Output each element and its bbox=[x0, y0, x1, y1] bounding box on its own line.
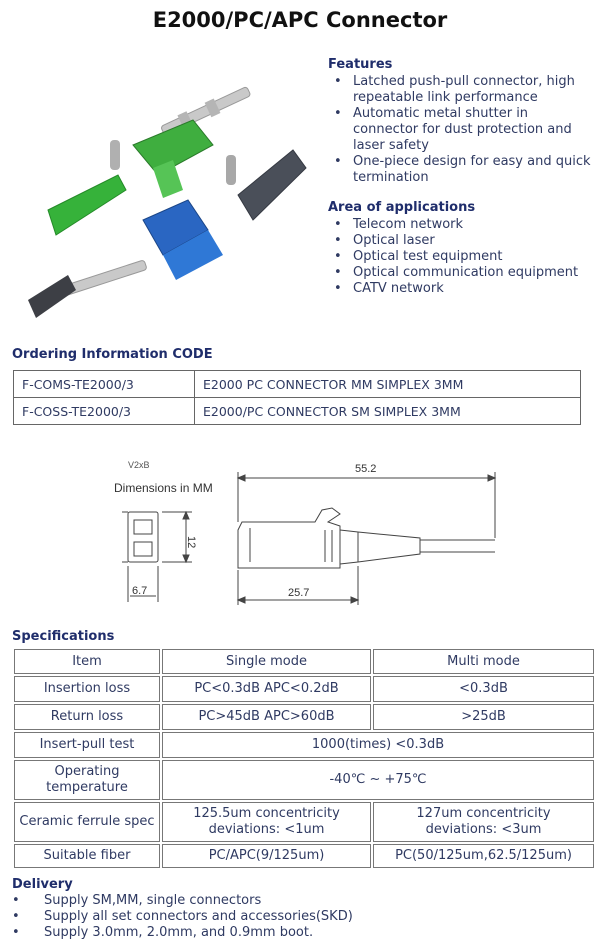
spec-multi-value: PC(50/125um,62.5/125um) bbox=[373, 844, 594, 868]
spec-single-value: PC<0.3dB APC<0.2dB bbox=[162, 676, 371, 702]
spec-header-multi: Multi mode bbox=[373, 649, 594, 674]
spec-label: Suitable fiber bbox=[14, 844, 160, 868]
spec-value-line: deviations: <3um bbox=[425, 822, 542, 837]
spec-single-value: PC/APC(9/125um) bbox=[162, 844, 371, 868]
table-row bbox=[14, 802, 594, 842]
spec-single-value bbox=[162, 802, 371, 842]
features-list bbox=[328, 74, 593, 186]
blue-connector bbox=[143, 200, 223, 280]
dimension-drawing bbox=[100, 450, 600, 620]
order-code-cell: F-COMS-TE2000/3 bbox=[14, 371, 195, 398]
spec-label: Ceramic ferrule spec bbox=[14, 802, 160, 842]
applications-heading: Area of applications bbox=[328, 200, 476, 215]
dim-length-total: 55.2 bbox=[355, 463, 377, 475]
spec-value-line: deviations: <1um bbox=[208, 822, 325, 837]
applications-list bbox=[328, 217, 593, 297]
list-item: • CATV network bbox=[328, 281, 593, 297]
spec-single-value: PC>45dB APC>60dB bbox=[162, 704, 371, 730]
spec-label: Return loss bbox=[14, 704, 160, 730]
spec-multi-value: <0.3dB bbox=[373, 676, 594, 702]
ferrule-assembly-bottom bbox=[63, 260, 147, 296]
order-desc-cell: E2000/PC CONNECTOR SM SIMPLEX 3MM bbox=[195, 398, 581, 425]
page-title: E2000/PC/APC Connector bbox=[152, 8, 448, 32]
specifications-table bbox=[12, 647, 596, 870]
spec-value-line: 127um concentricity bbox=[416, 806, 551, 821]
list-item: • Latched push-pull connector, high repeatable link performance bbox=[328, 74, 593, 106]
drawing-caption: Dimensions in MM bbox=[114, 481, 213, 495]
product-photo bbox=[8, 50, 308, 320]
metal-sleeve-2 bbox=[226, 155, 236, 185]
order-desc-cell: E2000 PC CONNECTOR MM SIMPLEX 3MM bbox=[195, 371, 581, 398]
dark-boot bbox=[28, 275, 76, 318]
delivery-section bbox=[12, 877, 592, 941]
table-row bbox=[14, 844, 594, 868]
ordering-table bbox=[13, 370, 581, 425]
list-item: • One-piece design for easy and quick termination bbox=[328, 154, 593, 186]
table-row bbox=[14, 760, 594, 800]
spec-value: 1000(times) <0.3dB bbox=[162, 732, 594, 758]
metal-sleeve-1 bbox=[110, 140, 120, 170]
green-boot bbox=[48, 175, 126, 235]
dim-height: 12 bbox=[185, 536, 197, 549]
spec-header-single: Single mode bbox=[162, 649, 371, 674]
delivery-list bbox=[12, 893, 592, 941]
delivery-heading: Delivery bbox=[12, 877, 73, 892]
table-row bbox=[14, 732, 594, 758]
spec-label-line: Operating bbox=[54, 764, 120, 779]
grey-boot bbox=[238, 150, 306, 220]
spec-header-item: Item bbox=[14, 649, 160, 674]
end-view bbox=[122, 512, 158, 562]
spec-value: -40℃ ~ +75℃ bbox=[162, 760, 594, 800]
ordering-heading: Ordering Information CODE bbox=[12, 347, 213, 362]
specifications-heading: Specifications bbox=[12, 629, 115, 644]
spec-label-line: temperature bbox=[46, 780, 128, 795]
table-row bbox=[14, 676, 594, 702]
table-row bbox=[14, 649, 594, 674]
dim-length-body: 25.7 bbox=[288, 587, 310, 599]
table-row bbox=[14, 704, 594, 730]
spec-label: Insertion loss bbox=[14, 676, 160, 702]
list-item: • Supply all set connectors and accessories(SKD) bbox=[12, 909, 592, 925]
spec-multi-value: >25dB bbox=[373, 704, 594, 730]
list-item: • Supply 3.0mm, 2.0mm, and 0.9mm boot. bbox=[12, 925, 592, 941]
table-row bbox=[14, 398, 581, 425]
green-connector bbox=[133, 120, 213, 198]
list-item: • Optical communication equipment bbox=[328, 265, 593, 281]
list-item: • Optical laser bbox=[328, 233, 593, 249]
list-item: • Telecom network bbox=[328, 217, 593, 233]
features-heading: Features bbox=[328, 57, 393, 72]
features-section bbox=[328, 57, 593, 186]
dim-width: 6.7 bbox=[132, 585, 148, 597]
spec-label: Insert-pull test bbox=[14, 732, 160, 758]
list-item: • Optical test equipment bbox=[328, 249, 593, 265]
spec-label bbox=[14, 760, 160, 800]
spec-value-line: 125.5um concentricity bbox=[193, 806, 340, 821]
list-item: • Supply SM,MM, single connectors bbox=[12, 893, 592, 909]
spec-multi-value bbox=[373, 802, 594, 842]
side-view bbox=[238, 508, 495, 568]
table-row bbox=[14, 371, 581, 398]
applications-section bbox=[328, 200, 593, 297]
drawing-corner-label: V2xB bbox=[128, 460, 150, 470]
list-item: • Automatic metal shutter in connector for dust protection and laser safety bbox=[328, 106, 593, 154]
order-code-cell: F-COSS-TE2000/3 bbox=[14, 398, 195, 425]
